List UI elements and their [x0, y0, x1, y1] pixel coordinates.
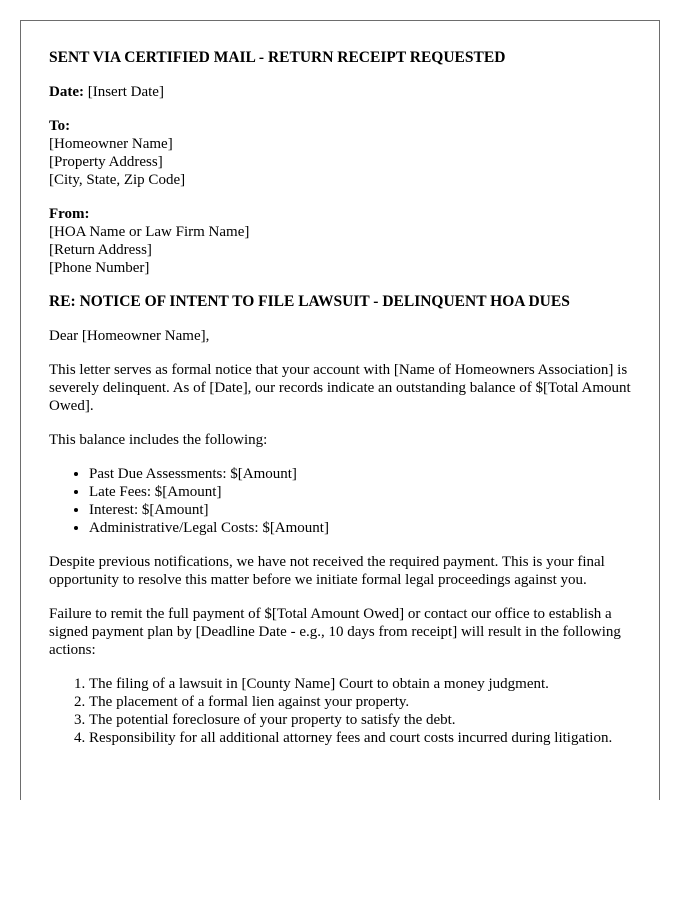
balance-items-list [49, 465, 631, 537]
sender-block [49, 205, 631, 277]
date-label: Date: [49, 84, 84, 100]
recipient-city-state-zip: [City, State, Zip Code] [49, 172, 186, 188]
letter-page [20, 20, 660, 800]
sender-address: [Return Address] [49, 242, 152, 258]
notice-paragraph: This letter serves as formal notice that your account with [Name of Homeowners Association] is severely delinquent. As of [Date], our records indicate an outstanding balance of $[Total Amount Owed]. [49, 362, 631, 414]
list-item: • Interest: $[Amount] [89, 501, 631, 519]
list-item: 3. The potential foreclosure of your property to satisfy the debt. [89, 711, 631, 729]
list-item: 1. The filing of a lawsuit in [County Name] Court to obtain a money judgment. [89, 675, 631, 693]
subject-line: RE: NOTICE OF INTENT TO FILE LAWSUIT - DELINQUENT HOA DUES [49, 293, 570, 310]
date-line [49, 83, 631, 101]
sender-phone: [Phone Number] [49, 260, 150, 276]
sender-name: [HOA Name or Law Firm Name] [49, 224, 250, 240]
delivery-heading: SENT VIA CERTIFIED MAIL - RETURN RECEIPT REQUESTED [49, 49, 506, 66]
recipient-block [49, 117, 631, 189]
salutation: Dear [Homeowner Name], [49, 328, 210, 344]
consequences-intro-paragraph: Failure to remit the full payment of $[Total Amount Owed] or contact our office to establish a signed payment plan by [Deadline Date - e.g., 10 days from receipt] will result in the following actions: [49, 606, 621, 658]
list-item: • Administrative/Legal Costs: $[Amount] [89, 519, 631, 537]
list-item: • Past Due Assessments: $[Amount] [89, 465, 631, 483]
to-label: To: [49, 118, 71, 134]
list-item: • Late Fees: $[Amount] [89, 483, 631, 501]
list-item: 2. The placement of a formal lien against your property. [89, 693, 631, 711]
balance-intro-paragraph: This balance includes the following: [49, 432, 268, 448]
list-item: 4. Responsibility for all additional attorney fees and court costs incurred during litigation. [89, 729, 631, 747]
final-opportunity-paragraph: Despite previous notifications, we have not received the required payment. This is your final opportunity to resolve this matter before we initiate formal legal proceedings against you. [49, 554, 605, 588]
from-label: From: [49, 206, 90, 222]
recipient-name: [Homeowner Name] [49, 136, 173, 152]
actions-list [49, 675, 631, 747]
recipient-address: [Property Address] [49, 154, 163, 170]
date-value: [Insert Date] [83, 84, 164, 100]
